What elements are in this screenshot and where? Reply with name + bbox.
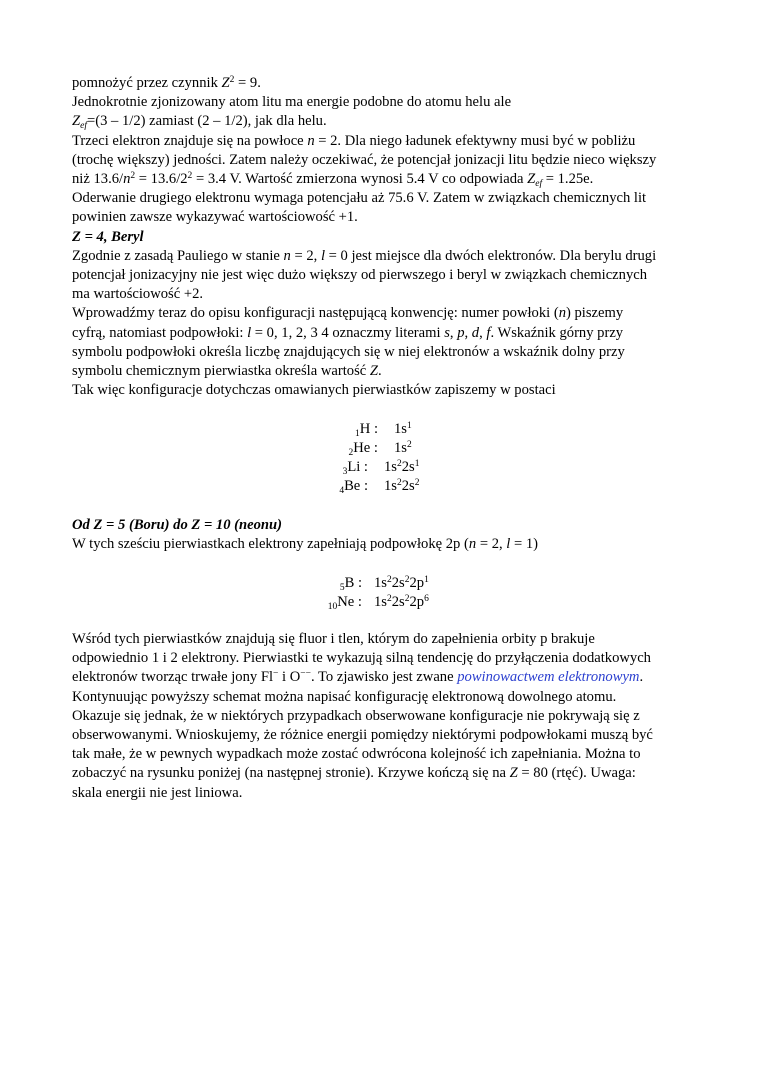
- text-line: Zgodnie z zasadą Pauliego w stanie n = 2, l = 0 jest miejsce dla dwóch elektronów. Dla berylu drugi: [72, 247, 657, 264]
- section-heading-boron-neon: Od Z = 5 (Boru) do Z = 10 (neonu): [72, 517, 283, 533]
- text-line: Jednokrotnie zjonizowany atom litu ma energie podobne do atomu helu ale: [72, 94, 512, 111]
- text-line: odpowiednio 1 i 2 elektrony. Pierwiastki te wykazują silną tendencję do przyłączenia dodatkowych: [72, 650, 651, 667]
- text-line: symbolu podpowłoki określa liczbę znajdujących się w niej elektronów a wskaźnik dolny przy: [72, 343, 625, 360]
- text-line: Trzeci elektron znajduje się na powłoce n = 2. Dla niego ładunek efektywny musi być w pobliżu: [72, 132, 636, 149]
- text-block-electron-affinity: [72, 630, 692, 803]
- configuration-row: $_2$He : $1s^2$: [348, 440, 412, 458]
- electron-affinity-link[interactable]: powinowactwem elektronowym: [457, 669, 640, 686]
- text-line: tak małe, że w pewnych wypadkach może zostać odwrócona kolejność ich zapełniania. Można to: [72, 746, 641, 763]
- text-line: (trochę większy) jedności. Zatem należy oczekiwać, że potencjał jonizacji litu będzie nieco większy: [72, 151, 657, 168]
- text-line: cyfrą, natomiast podpowłoki: l = 0, 1, 2, 3 4 oznaczmy literami s, p, d, f. Wskaźnik górny przy: [72, 324, 624, 341]
- text-line: symbolu chemicznym pierwiastka określa wartość Z.: [72, 363, 382, 380]
- configuration-row: $_5$B : $1s^22s^22p^1$: [339, 575, 429, 593]
- text-line: zobaczyć na rysunku poniżej (na następnej stronie). Krzywe kończą się na Z = 80 (rtęć). Uwaga:: [72, 765, 636, 782]
- section-heading-beryl: Z = 4, Beryl: [72, 228, 144, 245]
- text-line: niż $13.6/n^2 = 13.6/2^2 = 3.4$ V. Wartość zmierzona wynosi 5.4 V co odpowiada $Z_{ef} = 1.25e$.: [72, 171, 594, 190]
- text-line: Kontynuując powyższy schemat można napisać konfigurację elektronową dowolnego atomu.: [72, 688, 617, 705]
- text-line: Wśród tych pierwiastków znajdują się fluor i tlen, którym do zapełnienia orbity p brakuje: [72, 631, 595, 647]
- text-line: powinien zawsze wykazywać wartościowość +1.: [72, 209, 358, 226]
- text-line: pomnożyć przez czynnik $Z^2 = 9$.: [72, 75, 261, 91]
- text-line: potencjał jonizacyjny nie jest więc dużo większy od pierwszego i beryl w związkach chemicznych: [72, 267, 648, 284]
- text-line: $Z_{ef}=(3 - 1/2)$ zamiast (2 – 1/2), jak dla helu.: [72, 113, 327, 132]
- text-line: Okazuje się jednak, że w niektórych przypadkach obserwowane konfiguracje nie pokrywają się z: [72, 707, 640, 724]
- text-line: Wprowadźmy teraz do opisu konfiguracji następującą konwencję: numer powłoki (n) piszemy: [72, 305, 624, 322]
- configuration-row: $_1$H : $1s^1$: [355, 421, 412, 439]
- text-line: elektronów tworząc trwałe jony Fl− i O−−. To zjawisko jest zwane powinowactwem elektronowym.: [72, 669, 644, 686]
- text-line: ma wartościowość +2.: [72, 286, 204, 303]
- text-line: Oderwanie drugiego elektronu wymaga potencjału aż 75.6 V. Zatem w związkach chemicznych lit: [72, 190, 647, 207]
- text-block-boron-neon: [72, 516, 692, 554]
- configuration-row: $_3$Li : $1s^22s^1$: [342, 459, 420, 477]
- text-line: Tak więc konfiguracje dotychczas omawianych pierwiastków zapiszemy w postaci: [72, 382, 556, 399]
- text-block-lithium: [72, 74, 692, 400]
- configuration-row: $_{10}$Ne : $1s^22s^22p^6$: [327, 594, 429, 612]
- configuration-row: $_4$Be : $1s^22s^2$: [339, 478, 420, 496]
- text-line: obserwowanymi. Wnioskujemy, że różnice energii pomiędzy niektórymi podpowłokami muszą być: [72, 727, 653, 744]
- text-line: W tych sześciu pierwiastkach elektrony zapełniają podpowłokę 2p (n = 2, l = 1): [72, 536, 539, 553]
- text-line: skala energii nie jest liniowa.: [72, 784, 243, 801]
